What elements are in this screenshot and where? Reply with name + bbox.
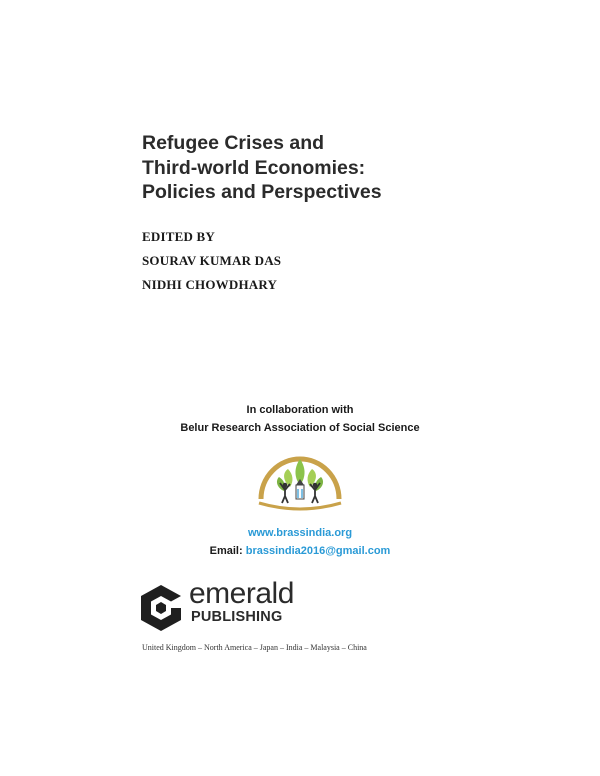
emerald-hexagon-icon (139, 584, 183, 632)
edited-by-label: EDITED BY (142, 229, 215, 244)
collaboration-organization: Belur Research Association of Social Science (180, 422, 420, 434)
email-line (0, 545, 600, 557)
book-title (142, 131, 382, 205)
publisher-subname: PUBLISHING (191, 609, 283, 625)
brass-logo-icon (255, 445, 345, 515)
editor-name: SOURAV KUMAR DAS (142, 253, 282, 268)
email-link[interactable]: brassindia2016@gmail.com (245, 545, 391, 557)
collaboration-intro: In collaboration with (246, 404, 354, 416)
publisher-name: emerald (189, 577, 294, 610)
editor-name: NIDHI CHOWDHARY (142, 277, 278, 292)
email-label: Email: (209, 545, 246, 557)
book-title-line: Refugee Crises and (142, 132, 325, 154)
book-title-line: Policies and Perspectives (142, 181, 382, 203)
book-title-line: Third-world Economies: (142, 156, 366, 179)
publisher-locations: United Kingdom – North America – Japan – India – Malaysia – China (142, 643, 367, 652)
website-link[interactable]: www.brassindia.org (247, 527, 353, 539)
